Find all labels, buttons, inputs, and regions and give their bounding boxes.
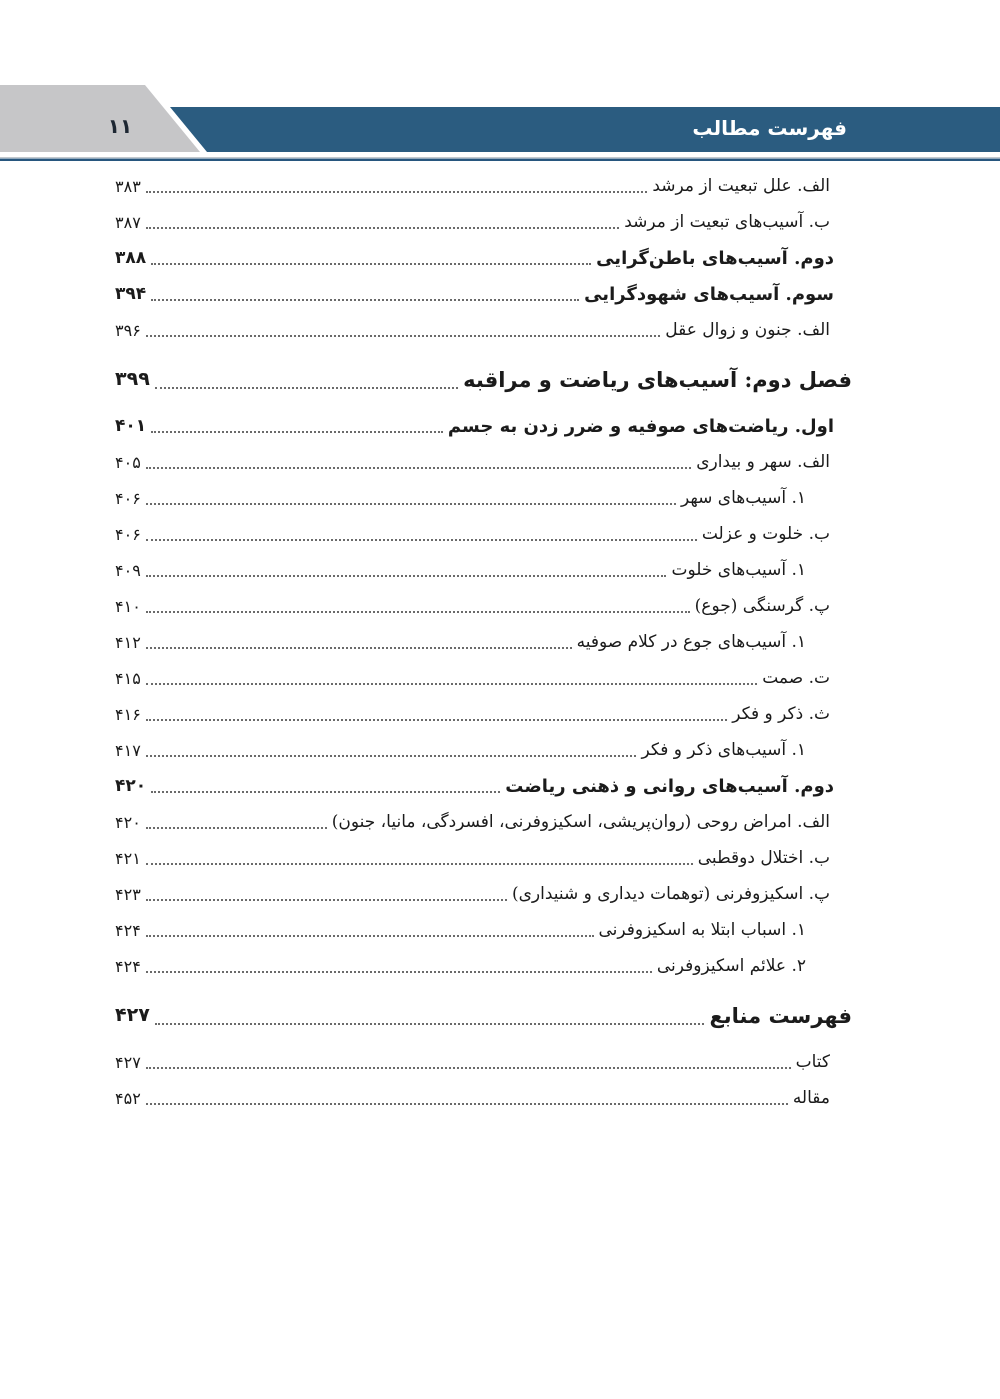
toc-row (115, 276, 852, 312)
toc-entry-page-number: ۴۰۶ (115, 488, 141, 508)
toc-entry-page-number: ۴۲۴ (115, 956, 141, 976)
toc-list (115, 168, 852, 1116)
toc-entry-title: اول. ریاضت‌های صوفیه و ضرر زدن به جسم (447, 415, 834, 437)
toc-leader-dots (146, 719, 727, 721)
toc-leader-dots (146, 467, 691, 469)
toc-entry-title: الف. سهر و بیداری (696, 452, 830, 472)
toc-row (115, 408, 852, 444)
toc-row (115, 588, 852, 624)
toc-entry-title: ۱. آسیب‌های سهر (680, 488, 806, 508)
toc-leader-dots (146, 575, 667, 577)
toc-entry-page-number: ۴۲۰ (115, 776, 147, 796)
toc-row (115, 768, 852, 804)
toc-entry-title: ب. آسیب‌های تبعیت از مرشد (624, 212, 830, 232)
toc-row (115, 876, 852, 912)
toc-leader-dots (146, 827, 327, 829)
toc-row (115, 444, 852, 480)
toc-entry-page-number: ۴۰۱ (115, 416, 147, 436)
toc-entry-page-number: ۴۲۷ (115, 1004, 150, 1026)
toc-leader-dots (146, 335, 660, 337)
toc-entry-title: الف. علل تبعیت از مرشد (652, 176, 830, 196)
toc-row (115, 948, 852, 984)
toc-entry-title: سوم. آسیب‌های شهودگرایی (584, 283, 834, 305)
toc-entry-page-number: ۳۹۹ (115, 368, 150, 390)
toc-entry-title: ۱. آسیب‌های خلوت (671, 560, 806, 580)
toc-row (115, 1080, 852, 1116)
toc-entry-title: کتاب (795, 1052, 830, 1072)
toc-leader-dots (151, 791, 500, 793)
toc-leader-dots (151, 431, 443, 433)
toc-row (115, 480, 852, 516)
toc-entry-page-number: ۳۹۴ (115, 284, 147, 304)
toc-row (115, 992, 852, 1038)
toc-entry-page-number: ۳۸۳ (115, 176, 141, 196)
toc-entry-page-number: ۴۰۹ (115, 560, 141, 580)
toc-entry-title: الف. امراض روحی (روان‌پریشی، اسکیزوفرنی، افسردگی، مانیا، جنون) (331, 812, 830, 832)
toc-leader-dots (146, 191, 648, 193)
toc-entry-title: دوم. آسیب‌های باطن‌گرایی (596, 247, 834, 269)
toc-entry-title: فصل دوم: آسیب‌های ریاضت و مراقبه (463, 366, 852, 392)
toc-entry-page-number: ۴۰۶ (115, 524, 141, 544)
toc-leader-dots (146, 503, 676, 505)
toc-entry-page-number: ۴۲۳ (115, 884, 141, 904)
toc-row (115, 204, 852, 240)
toc-entry-title: دوم. آسیب‌های روانی و ذهنی ریاضت (505, 775, 834, 797)
toc-entry-title: فهرست منابع (709, 1002, 852, 1028)
toc-leader-dots (146, 683, 757, 685)
toc-entry-title: ب. خلوت و عزلت (701, 524, 830, 544)
toc-entry-page-number: ۴۲۰ (115, 812, 141, 832)
toc-leader-dots (146, 1067, 791, 1069)
toc-entry-page-number: ۴۲۴ (115, 920, 141, 940)
toc-entry-title: ۱. اسباب ابتلا به اسکیزوفرنی (598, 920, 806, 940)
toc-entry-title: مقاله (792, 1088, 830, 1108)
toc-entry-page-number: ۴۲۱ (115, 848, 141, 868)
toc-entry-title: پ. اسکیزوفرنی (توهمات دیداری و شنیداری) (511, 884, 830, 904)
toc-leader-dots (151, 263, 591, 265)
toc-entry-page-number: ۳۸۷ (115, 212, 141, 232)
toc-leader-dots (146, 755, 637, 757)
toc-entry-page-number: ۴۱۵ (115, 668, 141, 688)
toc-entry-title: ۱. آسیب‌های ذکر و فکر (641, 740, 806, 760)
toc-row (115, 912, 852, 948)
toc-leader-dots (146, 611, 690, 613)
header-divider-rule (0, 157, 1000, 161)
toc-entry-page-number: ۴۱۶ (115, 704, 141, 724)
toc-row (115, 732, 852, 768)
toc-entry-title: ۲. علائم اسکیزوفرنی (656, 956, 806, 976)
toc-row (115, 660, 852, 696)
toc-entry-title: ت. صمت (762, 668, 830, 688)
toc-entry-page-number: ۴۲۷ (115, 1052, 141, 1072)
toc-entry-title: پ. گرسنگی (جوع) (694, 596, 830, 616)
toc-entry-page-number: ۳۹۶ (115, 320, 141, 340)
toc-leader-dots (146, 863, 693, 865)
toc-row (115, 516, 852, 552)
toc-entry-title: ب. اختلال دوقطبی (697, 848, 830, 868)
toc-entry-title: ۱. آسیب‌های جوع در کلام صوفیه (576, 632, 806, 652)
toc-entry-page-number: ۴۱۰ (115, 596, 141, 616)
toc-row (115, 168, 852, 204)
toc-entry-page-number: ۴۰۵ (115, 452, 141, 472)
toc-leader-dots (155, 1023, 705, 1025)
toc-entry-title: الف. جنون و زوال عقل (665, 320, 830, 340)
toc-leader-dots (151, 299, 579, 301)
toc-leader-dots (146, 971, 652, 973)
header-title: فهرست مطالب (692, 116, 847, 140)
toc-entry-page-number: ۳۸۸ (115, 248, 147, 268)
toc-row (115, 624, 852, 660)
toc-entry-page-number: ۴۱۲ (115, 632, 141, 652)
toc-entry-page-number: ۴۱۷ (115, 740, 141, 760)
toc-leader-dots (146, 935, 594, 937)
toc-row (115, 240, 852, 276)
toc-leader-dots (146, 899, 507, 901)
toc-row (115, 840, 852, 876)
toc-row (115, 1044, 852, 1080)
toc-leader-dots (155, 387, 458, 389)
page-number: ۱۱ (107, 114, 133, 138)
toc-leader-dots (146, 647, 572, 649)
toc-entry-title: ث. ذکر و فکر (732, 704, 830, 724)
header-bar (170, 107, 1000, 152)
toc-row (115, 356, 852, 402)
toc-row (115, 804, 852, 840)
toc-row (115, 312, 852, 348)
toc-row (115, 696, 852, 732)
toc-row (115, 552, 852, 588)
toc-leader-dots (146, 539, 697, 541)
toc-entry-page-number: ۴۵۲ (115, 1088, 141, 1108)
toc-leader-dots (146, 1103, 788, 1105)
toc-leader-dots (146, 227, 619, 229)
